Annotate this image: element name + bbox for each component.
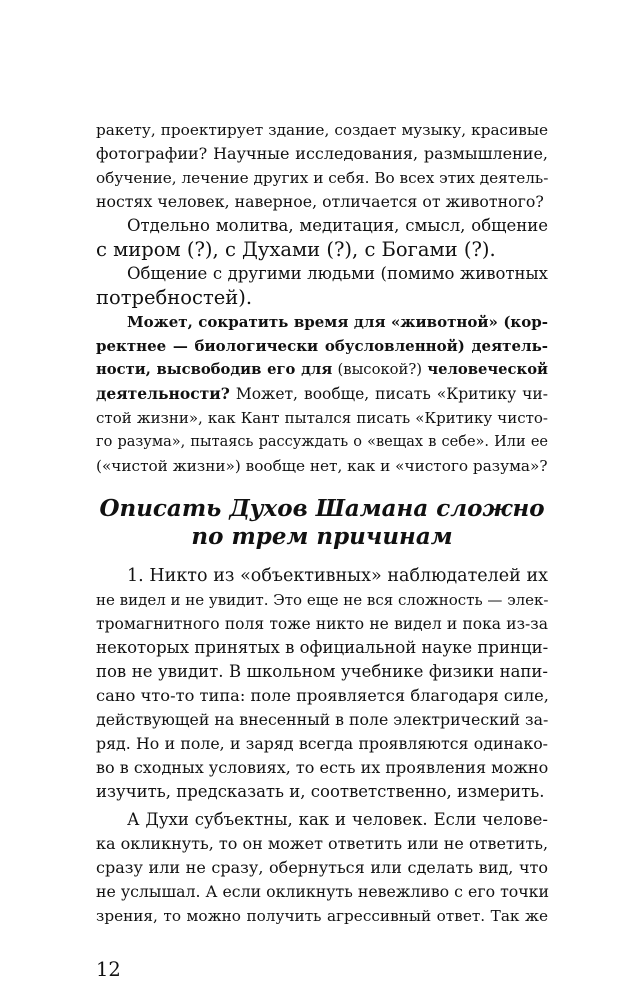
text-line: стой жизни», как Кант пытался писать «Критику чисто- <box>96 409 548 427</box>
text-span: (высокой?) <box>332 361 428 378</box>
text-line: потребностей). <box>96 286 253 309</box>
text-line: Отдельно молитва, медитация, смысл, общение <box>127 216 548 235</box>
bold-text-line: Может, сократить время для «животной» (кор- <box>127 313 548 331</box>
text-line: сразу или не сразу, обернуться или сделать вид, что <box>96 858 548 877</box>
text-line: изучить, предсказать и, соответственно, измерить. <box>96 782 545 801</box>
text-span: Может, вообще, писать «Критику чи- <box>229 385 548 403</box>
bold-span: человеческой <box>427 361 548 378</box>
text-line: пов не увидит. В школьном учебнике физики напи- <box>96 662 548 681</box>
bold-text-line: ректнее — биологически обусловленной) деятель- <box>96 337 548 355</box>
text-line: некоторых принятых в официальной науке принци- <box>96 638 549 657</box>
bold-span: деятельности? <box>96 384 230 403</box>
text-line: Общение с другими людьми (помимо животных <box>127 264 548 283</box>
text-line: го разума», пытаясь рассуждать о «вещах в себе». Или ее <box>96 434 548 450</box>
text-line: во в сходных условиях, то есть их проявления можно <box>96 758 549 777</box>
text-line <box>96 382 548 406</box>
bold-span: ности, высвободив его для <box>96 361 333 378</box>
page-number: 12 <box>96 958 121 981</box>
section-heading-line: Описать Духов Шамана сложно <box>99 495 545 522</box>
text-line: зрения, то можно получить агрессивный ответ. Так же <box>96 907 548 925</box>
text-line: ностях человек, наверное, отличается от животного? <box>96 192 544 211</box>
text-line: фотографии? Научные исследования, размышление, <box>96 144 548 163</box>
text-line: действующей на внесенный в поле электрический за- <box>96 710 549 729</box>
text-line: ка окликнуть, то он может ответить или не ответить, <box>96 834 549 853</box>
text-line: тромагнитного поля тоже никто не видел и пока из-за <box>96 615 548 633</box>
text-line: не видел и не увидит. Это еще не вся сложность — элек- <box>96 591 549 609</box>
text-line: ракету, проектирует здание, создает музыку, красивые <box>96 121 548 139</box>
text-line: А Духи субъектны, как и человек. Если челове- <box>127 810 548 829</box>
text-line: 1. Никто из «объективных» наблюдателей их <box>127 566 548 586</box>
section-heading-line: по трем причинам <box>191 523 453 550</box>
text-line: сано что-то типа: поле проявляется благодаря силе, <box>96 686 549 705</box>
text-line: не услышал. А если окликнуть невежливо с его точки <box>96 882 550 901</box>
text-line: ряд. Но и поле, и заряд всегда проявляются одинако- <box>96 734 548 753</box>
text-line: обучение, лечение других и себя. Во всех этих деятель- <box>96 169 549 187</box>
text-line <box>96 358 548 382</box>
text-line: с миром (?), с Духами (?), с Богами (?). <box>96 238 496 261</box>
text-line: («чистой жизни») вообще нет, как и «чистого разума»? <box>96 457 548 475</box>
